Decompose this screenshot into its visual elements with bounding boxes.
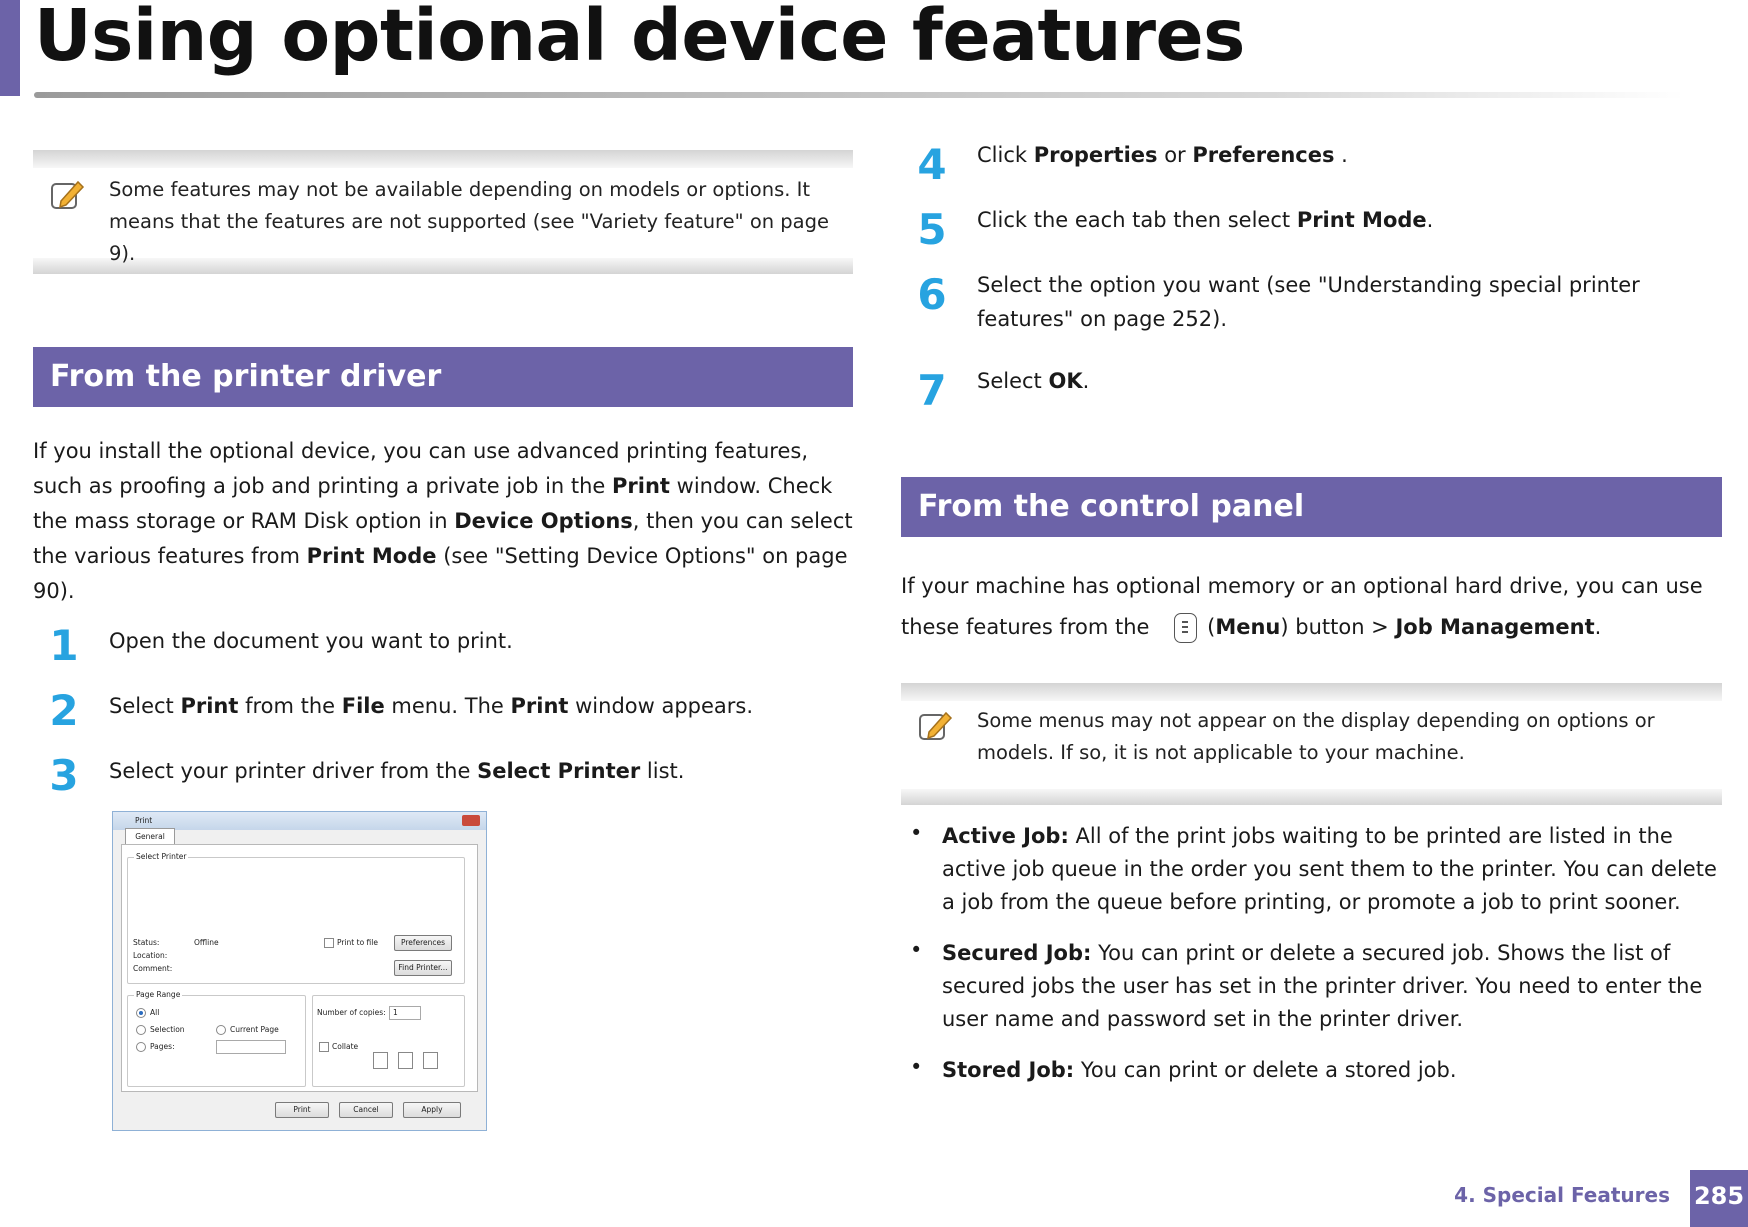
- page-title: Using optional device features: [34, 0, 1245, 77]
- tab-general[interactable]: General: [125, 828, 175, 846]
- pages-input[interactable]: [216, 1040, 286, 1054]
- control-panel-intro: If your machine has optional memory or an optional hard drive, you can use these features from the (Menu) button > Job Management.: [901, 566, 1722, 648]
- print-to-file-label: Print to file: [337, 938, 378, 947]
- print-dialog-screenshot: [112, 811, 487, 1131]
- note-pencil-icon: [915, 705, 955, 745]
- group-label: Page Range: [136, 990, 181, 999]
- menu-button-icon: [1174, 613, 1197, 643]
- bullet-marker: •: [910, 938, 923, 962]
- step-text: Select OK.: [977, 369, 1090, 393]
- step-text: Click the each tab then select Print Mode.: [977, 208, 1434, 232]
- step-text: Click Properties or Preferences .: [977, 143, 1348, 167]
- note-box: [33, 150, 853, 274]
- copies-value: 1: [393, 1008, 398, 1017]
- page-number: 285: [1690, 1170, 1748, 1227]
- bullet-item: Secured Job: You can print or delete a secured job. Shows the list of secured jobs the user has set in the printer driver. You need to enter the user name and password set in the printer driver.: [942, 941, 1703, 1031]
- section-heading-printer-driver: From the printer driver: [33, 347, 853, 407]
- step-number: 4: [917, 140, 947, 189]
- section-heading-control-panel: From the control panel: [901, 477, 1722, 537]
- range-pages-radio[interactable]: [136, 1042, 146, 1052]
- collate-page-icon: [398, 1052, 413, 1069]
- note-text: Some features may not be available depending on models or options. It means that the features are not supported (see "Variety feature" on page 9).: [109, 178, 830, 265]
- note-pencil-icon: [47, 174, 87, 214]
- copies-label: Number of copies:: [317, 1008, 386, 1017]
- select-printer-group: [127, 852, 465, 984]
- status-value: Offline: [194, 938, 219, 947]
- preferences-button[interactable]: Preferences: [394, 935, 452, 951]
- collate-label: Collate: [332, 1042, 359, 1051]
- step-number: 2: [49, 686, 79, 735]
- bullet-item: Stored Job: You can print or delete a stored job.: [942, 1058, 1457, 1082]
- copies-group: [312, 995, 465, 1087]
- apply-button[interactable]: Apply: [403, 1102, 461, 1118]
- collate-page-icon: [373, 1052, 388, 1069]
- chapter-label: 4. Special Features: [1454, 1183, 1670, 1207]
- dialog-panel: [121, 844, 478, 1092]
- collate-page-icon: [423, 1052, 438, 1069]
- print-button[interactable]: Print: [275, 1102, 329, 1118]
- bullet-item: Active Job: All of the print jobs waiting to be printed are listed in the active job queue in the order you sent them to the printer. You can delete a job from the queue before printing, or promote a job to print sooner.: [942, 824, 1717, 914]
- step-number: 6: [917, 270, 947, 319]
- print-to-file-checkbox[interactable]: [324, 938, 334, 948]
- bullet-marker: •: [910, 1055, 923, 1079]
- step-number: 1: [49, 621, 79, 670]
- group-label: Select Printer: [136, 852, 187, 861]
- title-divider: [34, 92, 1684, 98]
- printer-driver-intro: If you install the optional device, you can use advanced printing features, such as proofing a job and printing a private job in the Print window. Check the mass storage or RAM Disk option in Device Options, then you can select the various features from Print Mode (see "Setting Device Options" on page 90).: [33, 439, 853, 603]
- step-text: Select Print from the File menu. The Print window appears.: [109, 694, 754, 718]
- note-text: Some menus may not appear on the display depending on options or models. If so, it is not applicable to your machine.: [977, 709, 1655, 764]
- collate-checkbox[interactable]: [319, 1042, 329, 1052]
- range-all-radio[interactable]: [136, 1008, 146, 1018]
- copies-input[interactable]: [389, 1006, 421, 1020]
- bullet-marker: •: [910, 821, 923, 845]
- range-current-radio[interactable]: [216, 1025, 226, 1035]
- cancel-button[interactable]: Cancel: [339, 1102, 393, 1118]
- note-box: [901, 683, 1722, 805]
- find-printer-button[interactable]: Find Printer...: [394, 960, 452, 976]
- range-selection-label: Selection: [150, 1025, 185, 1034]
- range-pages-label: Pages:: [150, 1042, 175, 1051]
- title-accent-bar: [0, 0, 20, 96]
- range-all-label: All: [150, 1008, 160, 1017]
- dialog-title: Print: [135, 816, 153, 825]
- step-text: Select the option you want (see "Understanding special printer features" on page 252).: [977, 273, 1640, 331]
- range-current-label: Current Page: [230, 1025, 279, 1034]
- close-icon[interactable]: [462, 815, 480, 826]
- location-label: Location:: [133, 951, 168, 960]
- step-text: Open the document you want to print.: [109, 629, 513, 653]
- step-number: 5: [917, 205, 947, 254]
- status-label: Status:: [133, 938, 160, 947]
- step-number: 7: [917, 366, 947, 415]
- step-text: Select your printer driver from the Select Printer list.: [109, 759, 685, 783]
- page-range-group: [127, 990, 306, 1087]
- comment-label: Comment:: [133, 964, 173, 973]
- step-number: 3: [49, 751, 79, 800]
- range-selection-radio[interactable]: [136, 1025, 146, 1035]
